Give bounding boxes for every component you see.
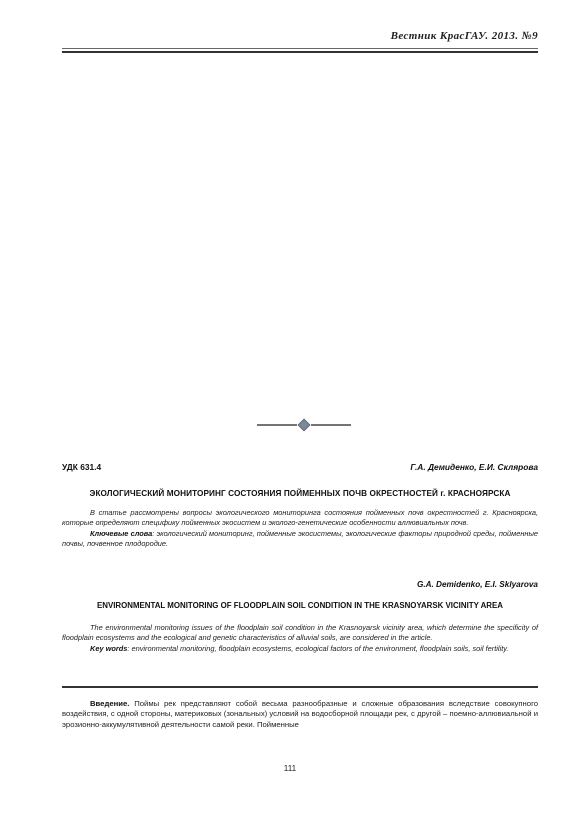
authors-en: G.A. Demidenko, E.I. Sklyarova [416,580,538,589]
abstract-en-text: The environmental monitoring issues of the floodplain soil condition in the Krasnoyarsk vicinity area, which determine the specificity of floodplain ecosystems and the ecological and genetic characteristics of alluvial soils, are considered in the article. [62,623,538,643]
abstract-ru [62,508,538,550]
keywords-ru-label: Ключевые слова [90,528,153,538]
keywords-ru [62,529,538,550]
header-rule-thick [62,51,538,53]
introduction-label: Введение. [90,699,130,708]
abstract-ru-text: В статье рассмотрены вопросы экологического мониторинга состояния пойменных почв окрестностей г. Красноярска, которые определяют специфику пойменных экосистем и эколого-генетические особенности аллювиальных почв. [62,508,538,528]
article-title-ru: ЭКОЛОГИЧЕСКИЙ МОНИТОРИНГ СОСТОЯНИЯ ПОЙМЕННЫХ ПОЧВ ОКРЕСТНОСТЕЙ г. КРАСНОЯРСКА [89,489,511,498]
article-title-en: ENVIRONMENTAL MONITORING OF FLOODPLAIN SOIL CONDITION IN THE KRASNOYARSK VICINITY AREA [97,601,503,610]
abstract-en [62,623,538,654]
keywords-en-label: Key words [90,643,128,653]
page-number: 111 [283,764,297,773]
introduction [62,699,538,730]
udk-author-row [62,462,538,472]
keywords-ru-text: : экологический мониторинг, пойменные экосистемы, экологические факторы природной среды, пойменные почвы, почвенное плодородие. [62,528,539,549]
keywords-en-text: : environmental monitoring, floodplain ecosystems, ecological factors of the environment, floodplain soils, soil fertility. [127,643,509,653]
keywords-en [62,644,538,654]
authors-ru: Г.А. Демиденко, Е.И. Склярова [410,462,538,472]
udk-code: УДК 631.4 [62,462,102,472]
body-separator [62,686,538,688]
introduction-text: Поймы рек представляют собой весьма разнообразные и сложные образования вследствие совокупного воздействия, с одной стороны, материковых (зональных) условий на водосборной площади рек, с другой – поемно-аллювиальной и эрозионно-аккумулятивной деятельности самой реки. Пойменные [62,699,538,729]
section-ornament [257,418,351,432]
header-rule [62,48,538,49]
introduction-paragraph [62,699,538,730]
journal-header: Вестник КрасГАУ. 2013. №9 [390,30,538,42]
